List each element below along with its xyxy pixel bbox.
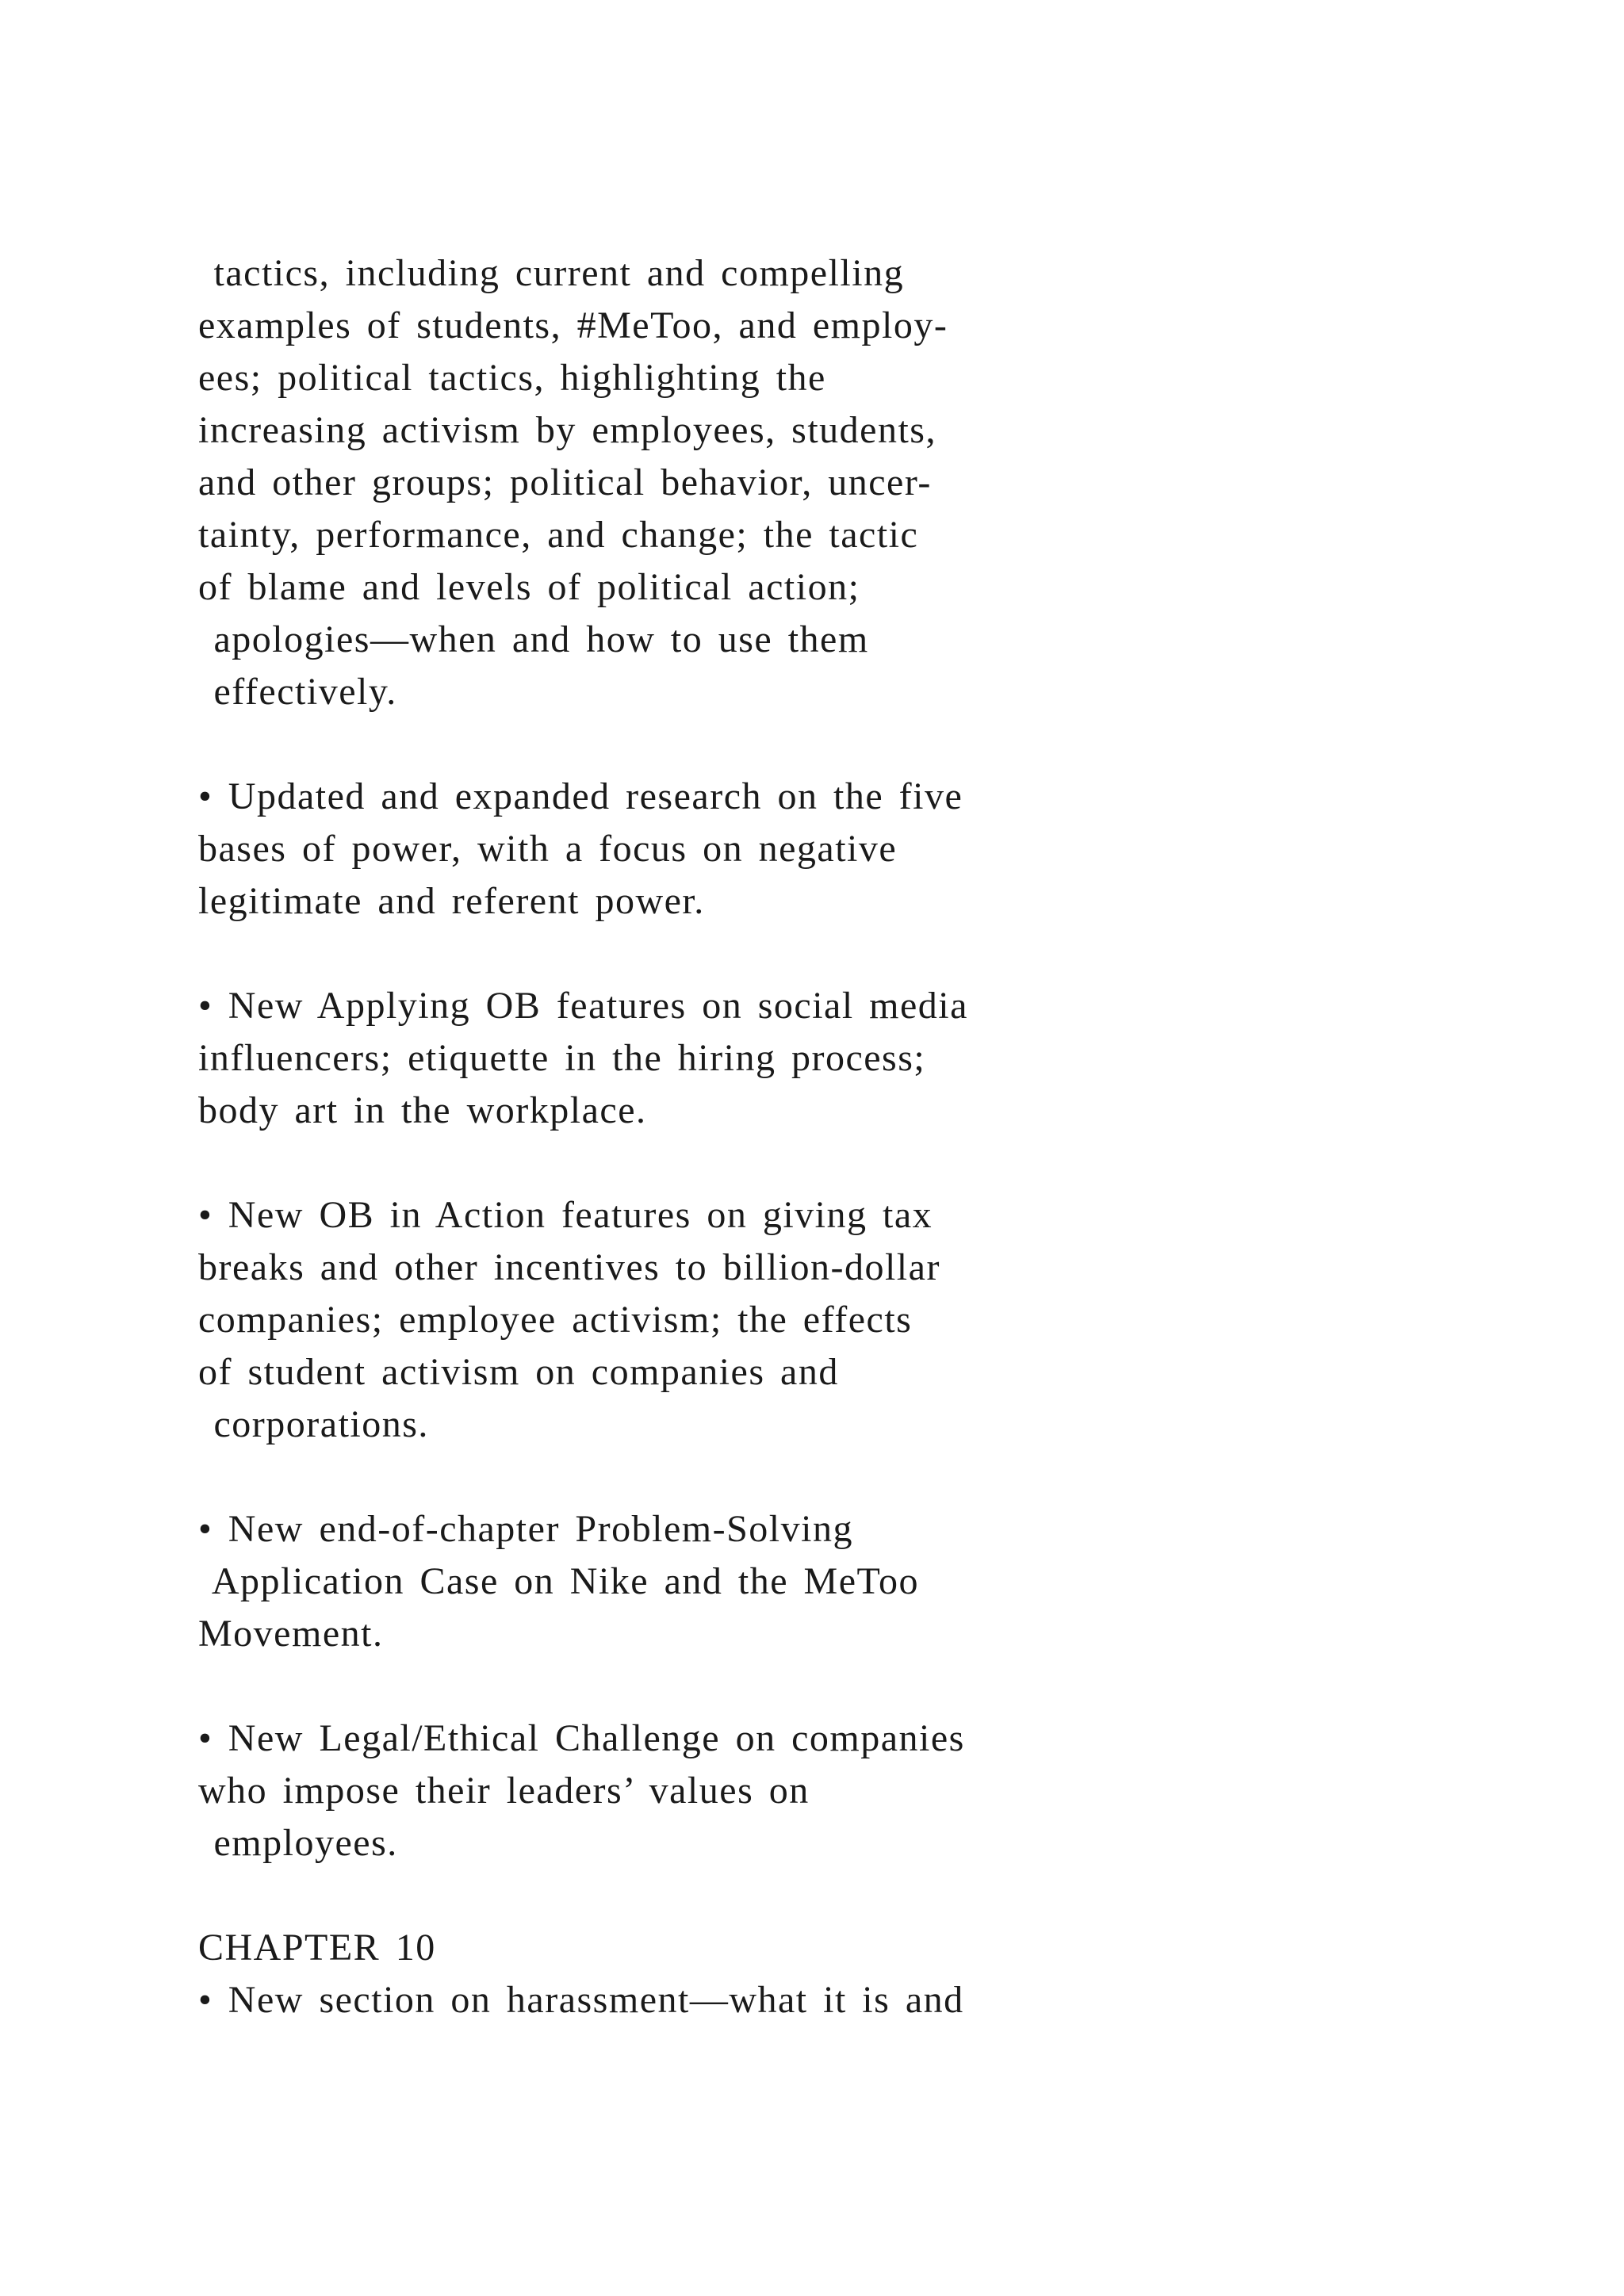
text-line: tainty, performance, and change; the tactic bbox=[198, 514, 919, 556]
text-line: who impose their leaders’ values on bbox=[198, 1770, 810, 1812]
paragraph-gap bbox=[198, 928, 1388, 980]
bullet-legal-ethical-challenge bbox=[198, 1712, 1388, 1869]
text-line: Movement. bbox=[198, 1613, 384, 1655]
text-line: companies; employee activism; the effects bbox=[198, 1299, 913, 1341]
text-line: ees; political tactics, highlighting the bbox=[198, 357, 826, 399]
text-line: of blame and levels of political action; bbox=[198, 566, 860, 608]
text-line: employees. bbox=[198, 1822, 398, 1864]
text-line: body art in the workplace. bbox=[198, 1089, 647, 1131]
text-line: effectively. bbox=[198, 671, 397, 713]
bullet-bases-of-power bbox=[198, 771, 1388, 928]
text-line: • New Legal/Ethical Challenge on companies bbox=[198, 1717, 965, 1759]
text-line: and other groups; political behavior, uncer- bbox=[198, 461, 932, 503]
text-line: Application Case on Nike and the MeToo bbox=[198, 1560, 919, 1602]
text-line: legitimate and referent power. bbox=[198, 880, 705, 922]
chapter-10-section bbox=[198, 1922, 1388, 2026]
bullet-problem-solving-case bbox=[198, 1503, 1388, 1660]
text-line: increasing activism by employees, students, bbox=[198, 409, 936, 451]
paragraph-gap bbox=[198, 1451, 1388, 1503]
paragraph-gap bbox=[198, 718, 1388, 771]
text-line: • New section on harassment—what it is and bbox=[198, 1979, 964, 2021]
text-line: • New Applying OB features on social media bbox=[198, 985, 968, 1027]
text-line: apologies—when and how to use them bbox=[198, 618, 869, 660]
text-line: influencers; etiquette in the hiring process; bbox=[198, 1037, 926, 1079]
text-line: bases of power, with a focus on negative bbox=[198, 828, 898, 870]
paragraph-gap bbox=[198, 1660, 1388, 1712]
bullet-ob-in-action bbox=[198, 1189, 1388, 1451]
text-line: breaks and other incentives to billion-dollar bbox=[198, 1246, 940, 1288]
text-line: • Updated and expanded research on the five bbox=[198, 775, 963, 817]
paragraph-political-tactics bbox=[198, 247, 1388, 718]
text-line: corporations. bbox=[198, 1403, 429, 1445]
text-line: of student activism on companies and bbox=[198, 1351, 839, 1393]
text-line: • New end-of-chapter Problem-Solving bbox=[198, 1508, 853, 1550]
text-line: tactics, including current and compelling bbox=[198, 252, 905, 294]
chapter-heading: CHAPTER 10 bbox=[198, 1927, 436, 1969]
paragraph-gap bbox=[198, 1869, 1388, 1922]
paragraph-gap bbox=[198, 1137, 1388, 1189]
text-line: examples of students, #MeToo, and employ- bbox=[198, 304, 948, 346]
bullet-applying-ob bbox=[198, 980, 1388, 1137]
body-text bbox=[198, 247, 1388, 2026]
text-line: • New OB in Action features on giving tax bbox=[198, 1194, 933, 1236]
